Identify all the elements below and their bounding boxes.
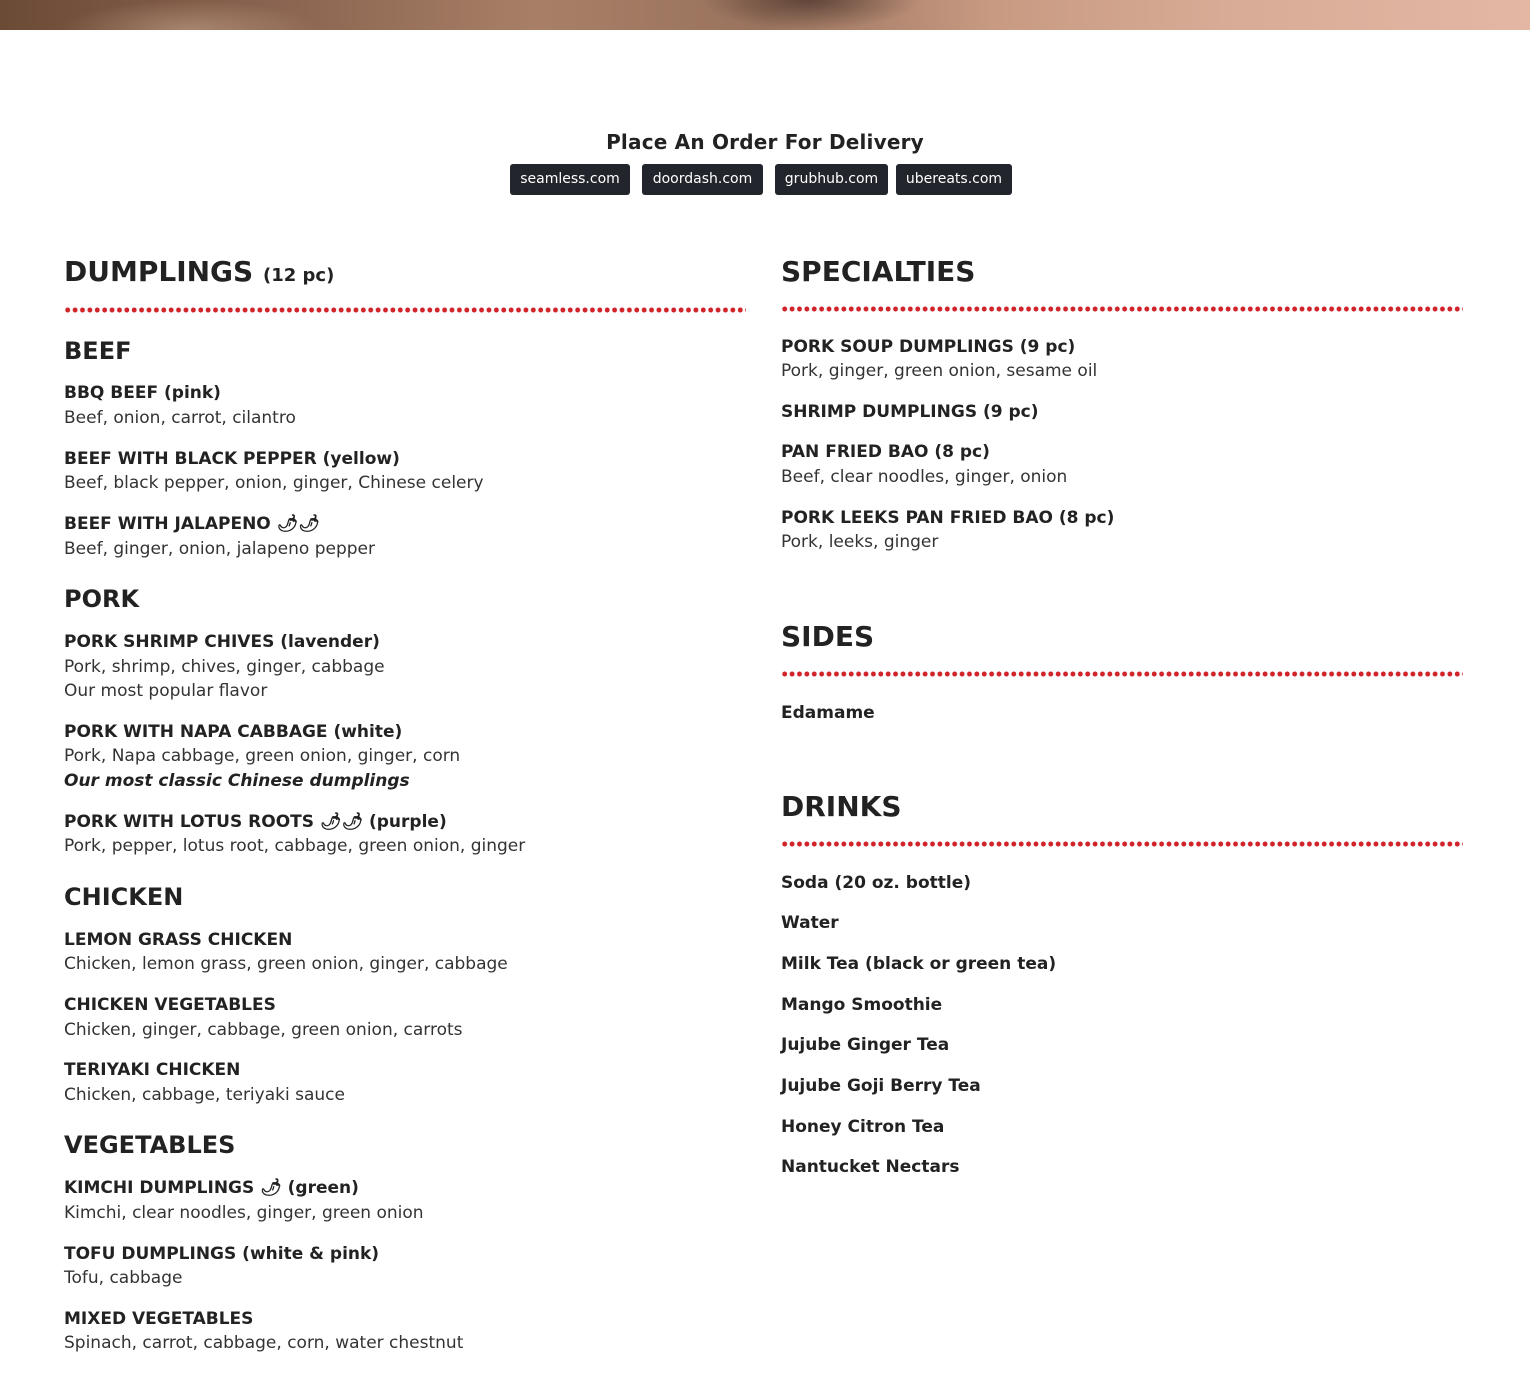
right-column bbox=[781, 255, 1463, 1177]
specialties-title: SPECIALTIES bbox=[781, 255, 976, 288]
sides-title: SIDES bbox=[781, 620, 875, 653]
drinks-title: DRINKS bbox=[781, 790, 902, 823]
drink-item: Honey Citron Tea bbox=[781, 1117, 945, 1137]
menu-item-name: TERIYAKI CHICKEN bbox=[64, 1060, 241, 1080]
menu-item-name: PORK SHRIMP CHIVES (lavender) bbox=[64, 632, 380, 652]
drink-item: Water bbox=[781, 913, 839, 933]
menu-item-desc: Pork, pepper, lotus root, cabbage, green onion, ginger bbox=[64, 836, 526, 856]
menu-item-desc: Pork, leeks, ginger bbox=[781, 532, 939, 552]
menu-item-desc: Tofu, cabbage bbox=[64, 1268, 183, 1288]
menu-item-note: Our most popular flavor bbox=[64, 681, 268, 701]
menu-item-name: SHRIMP DUMPLINGS (9 pc) bbox=[781, 402, 1039, 422]
group-pork: PORK bbox=[64, 585, 140, 613]
menu-item-name: MIXED VEGETABLES bbox=[64, 1309, 254, 1329]
seamless-link[interactable]: seamless.com bbox=[510, 164, 630, 195]
grubhub-link[interactable]: grubhub.com bbox=[775, 164, 888, 195]
menu-item-name: PAN FRIED BAO (8 pc) bbox=[781, 442, 990, 462]
menu-item-note: Our most classic Chinese dumplings bbox=[64, 771, 410, 791]
menu-item-name: Edamame bbox=[781, 703, 875, 723]
drink-item: Jujube Goji Berry Tea bbox=[781, 1076, 981, 1096]
dumplings-column bbox=[64, 255, 746, 1353]
drink-item: Nantucket Nectars bbox=[781, 1157, 960, 1177]
menu-item-name: BEEF WITH BLACK PEPPER (yellow) bbox=[64, 449, 400, 469]
doordash-link[interactable]: doordash.com bbox=[642, 164, 763, 195]
menu-item-desc: Beef, clear noodles, ginger, onion bbox=[781, 467, 1068, 487]
menu-item-name: CHICKEN VEGETABLES bbox=[64, 995, 276, 1015]
menu-item-name: PORK WITH LOTUS ROOTS 🌶🌶 (purple) bbox=[64, 812, 447, 832]
ubereats-link[interactable]: ubereats.com bbox=[896, 164, 1012, 195]
dotted-divider bbox=[781, 841, 1463, 847]
dumplings-title: DUMPLINGS bbox=[64, 255, 254, 288]
menu-item-name: BBQ BEEF (pink) bbox=[64, 383, 221, 403]
dotted-divider bbox=[781, 306, 1463, 312]
drink-item: Jujube Ginger Tea bbox=[781, 1035, 950, 1055]
menu-item-desc: Pork, Napa cabbage, green onion, ginger, corn bbox=[64, 746, 461, 766]
menu-item-name: LEMON GRASS CHICKEN bbox=[64, 930, 293, 950]
menu-item-desc: Kimchi, clear noodles, ginger, green onion bbox=[64, 1203, 424, 1223]
dotted-divider bbox=[781, 671, 1463, 677]
menu-item-desc: Spinach, carrot, cabbage, corn, water chestnut bbox=[64, 1333, 464, 1353]
menu-item-desc: Pork, shrimp, chives, ginger, cabbage bbox=[64, 657, 385, 677]
group-chicken: CHICKEN bbox=[64, 883, 184, 911]
hero-shadow bbox=[700, 0, 920, 30]
menu-item-desc: Beef, ginger, onion, jalapeno pepper bbox=[64, 539, 375, 559]
drink-item: Soda (20 oz. bottle) bbox=[781, 873, 972, 893]
drink-item: Mango Smoothie bbox=[781, 995, 943, 1015]
drink-item: Milk Tea (black or green tea) bbox=[781, 954, 1057, 974]
menu-item-name: PORK LEEKS PAN FRIED BAO (8 pc) bbox=[781, 508, 1115, 528]
menu-item-desc: Chicken, cabbage, teriyaki sauce bbox=[64, 1085, 345, 1105]
menu-item-name: TOFU DUMPLINGS (white & pink) bbox=[64, 1244, 380, 1264]
menu-item-name: PORK SOUP DUMPLINGS (9 pc) bbox=[781, 337, 1076, 357]
hero-image bbox=[0, 0, 1530, 30]
menu-item-name: BEEF WITH JALAPENO 🌶🌶 bbox=[64, 514, 320, 534]
group-beef: BEEF bbox=[64, 337, 132, 365]
menu-item-desc: Chicken, ginger, cabbage, green onion, carrots bbox=[64, 1020, 463, 1040]
menu-item-name: PORK WITH NAPA CABBAGE (white) bbox=[64, 722, 403, 742]
menu-item-desc: Chicken, lemon grass, green onion, ginger, cabbage bbox=[64, 954, 508, 974]
menu-item-desc: Beef, onion, carrot, cilantro bbox=[64, 408, 296, 428]
menu-item-name: KIMCHI DUMPLINGS 🌶 (green) bbox=[64, 1178, 359, 1198]
dumplings-qty: (12 pc) bbox=[262, 265, 335, 286]
dumplings-heading bbox=[64, 255, 746, 289]
menu-item-desc: Beef, black pepper, onion, ginger, Chinese celery bbox=[64, 473, 484, 493]
menu-item-desc: Pork, ginger, green onion, sesame oil bbox=[781, 361, 1098, 381]
delivery-section bbox=[0, 130, 1530, 187]
dotted-divider bbox=[64, 307, 746, 313]
hero-highlight bbox=[60, 0, 320, 30]
delivery-title: Place An Order For Delivery bbox=[606, 130, 924, 154]
group-vegetables: VEGETABLES bbox=[64, 1131, 236, 1159]
